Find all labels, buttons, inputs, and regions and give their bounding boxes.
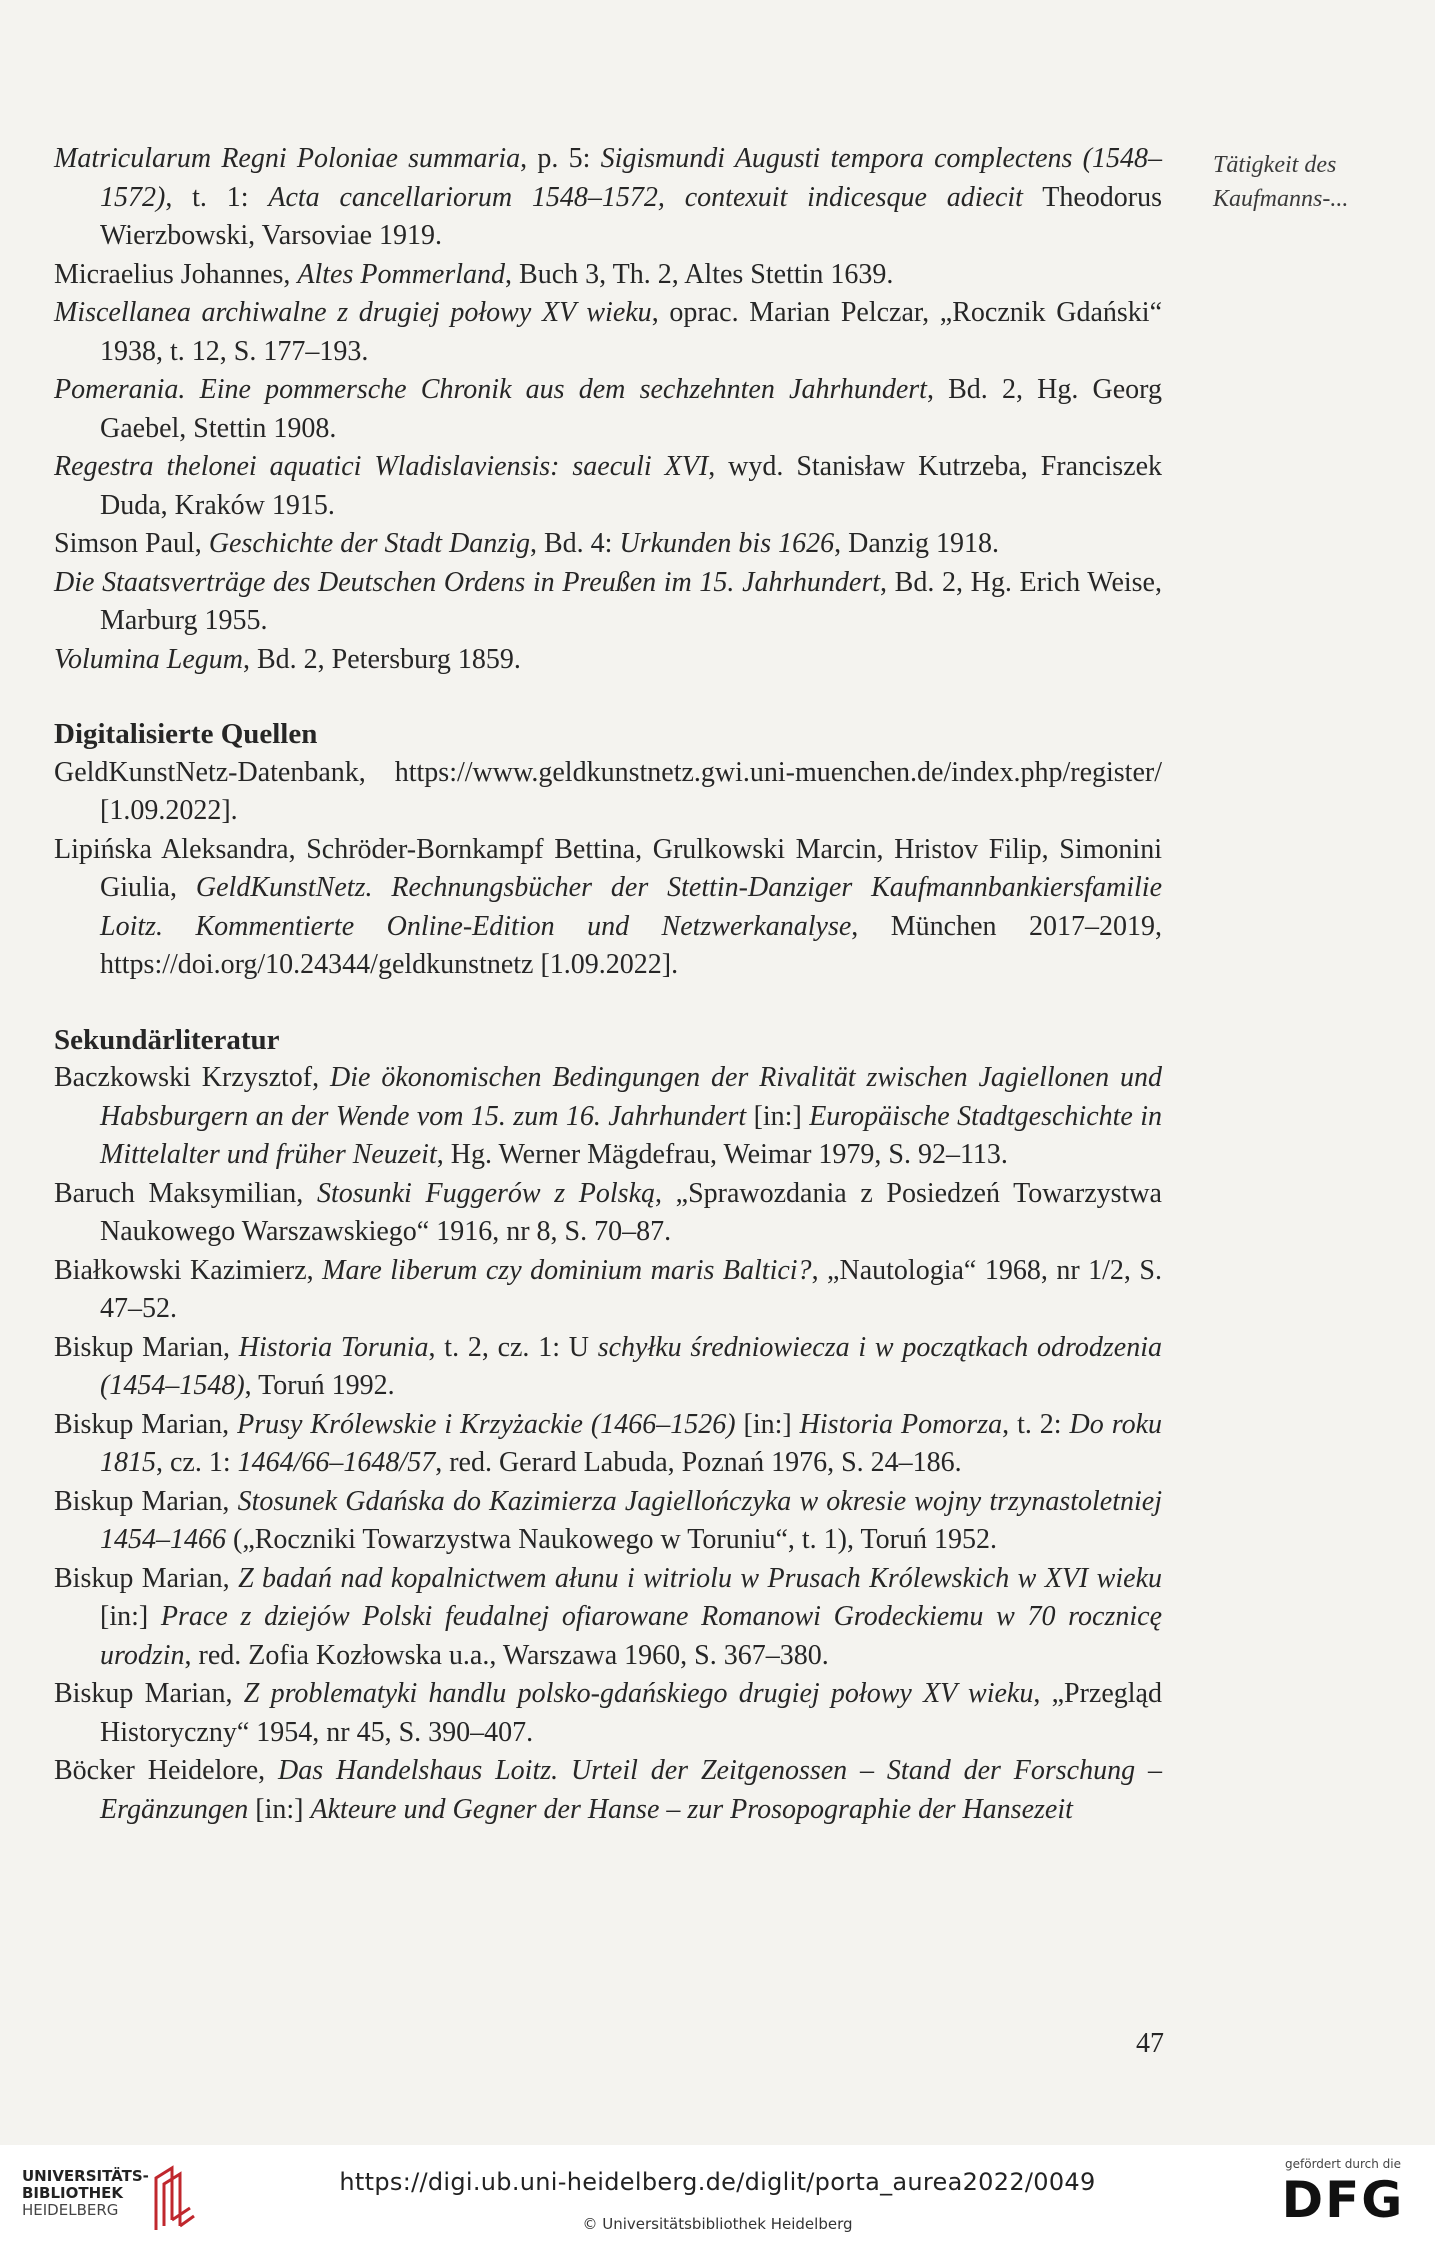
- entry-title-segment: Urkunden bis 1626: [619, 528, 835, 559]
- entry-text-segment: , cz. 1:: [156, 1447, 238, 1478]
- entry-title-segment: Do roku 1815: [100, 1408, 1163, 1478]
- entry-title-segment: 1464/66–1648/57: [237, 1447, 436, 1478]
- entry-text-segment: , wyd. Stanisław Kutrzeba, Franciszek Duda, Kraków 1915.: [100, 451, 1162, 521]
- primary-sources-list: [54, 140, 1162, 679]
- entry-title-segment: Das Handelshaus Loitz. Urteil der Zeitgenossen – Stand der Forschung – Ergänzungen: [100, 1755, 1162, 1825]
- bibliography-entry: [54, 1752, 1162, 1829]
- entry-text-segment: Biskup Marian,: [54, 1485, 238, 1517]
- entry-text-segment: , Danzig 1918.: [834, 528, 999, 559]
- entry-text-segment: [in:]: [248, 1793, 311, 1825]
- viewer-footer: [0, 2145, 1435, 2251]
- entry-text-segment: , t. 2, cz. 1: U: [428, 1331, 598, 1363]
- bibliography-entry: [54, 754, 1162, 831]
- entry-title-segment: Prace z dziejów Polski feudalnej ofiarowane Romanowi Grodeckiemu w 70 rocznicę urodzin: [100, 1601, 1162, 1671]
- entry-title-segment: Regestra thelonei aquatici Wladislaviensis: saeculi XVI: [54, 451, 709, 482]
- entry-text-segment: , Hg. Werner Mägdefrau, Weimar 1979, S. 92–113.: [436, 1139, 1008, 1170]
- bibliography-entry: [54, 294, 1162, 371]
- bibliography-entry: [54, 1560, 1162, 1676]
- entry-title-segment: Historia Torunia: [238, 1331, 429, 1363]
- entry-title-segment: Stosunki Fuggerów z Polską: [316, 1177, 655, 1209]
- bibliography-entry: [54, 1252, 1162, 1329]
- entry-title-segment: Altes Pommerland: [297, 258, 506, 290]
- entry-text-segment: Biskup Marian,: [54, 1562, 239, 1594]
- entry-text-segment: , Toruń 1992.: [244, 1370, 395, 1401]
- dfg-logo[interactable]: DFG: [1281, 2171, 1405, 2229]
- library-name-line: BIBLIOTHEK: [22, 2184, 123, 2202]
- entry-text-segment: Lipińska Aleksandra, Schröder-Bornkampf Bettina, Grulkowski Marcin, Hristov Filip, Simonini Giulia,: [54, 833, 1162, 903]
- entry-text-segment: Böcker Heidelore,: [54, 1755, 278, 1786]
- copyright-notice: © Universitätsbibliothek Heidelberg: [582, 2215, 853, 2233]
- entry-text-segment: Baczkowski Krzysztof,: [54, 1062, 331, 1093]
- entry-text-segment: [in:]: [100, 1601, 161, 1632]
- entry-text-segment: , „Przegląd Historyczny“ 1954, nr 45, S. 390–407.: [100, 1678, 1162, 1748]
- entry-text-segment: Micraelius Johannes,: [54, 258, 298, 290]
- bibliography-entry: [54, 371, 1162, 448]
- entry-text-segment: („Roczniki Towarzystwa Naukowego w Toruniu“, t. 1), Toruń 1952.: [226, 1524, 997, 1555]
- library-name-line: UNIVERSITÄTS-: [22, 2167, 149, 2185]
- bibliography-entry: [54, 641, 1162, 680]
- library-logo-icon: [150, 2160, 200, 2234]
- entry-text-segment: , Bd. 2, Hg. Erich Weise, Marburg 1955.: [100, 566, 1162, 636]
- secondary-literature-list: [54, 1059, 1162, 1829]
- entry-text-segment: Biskup Marian,: [54, 1331, 239, 1363]
- bibliography-entry: [54, 564, 1162, 641]
- entry-text-segment: Baruch Maksymilian,: [54, 1177, 317, 1209]
- bibliography-entry: [54, 256, 1162, 295]
- bibliography-entry: [54, 1406, 1162, 1483]
- entry-title-segment: Die Staatsverträge des Deutschen Ordens in Preußen im 15. Jahrhundert: [54, 566, 880, 598]
- entry-text-segment: Biskup Marian,: [54, 1408, 238, 1440]
- library-name-line: HEIDELBERG: [22, 2201, 119, 2219]
- bibliography-entry: [54, 140, 1162, 256]
- entry-text-segment: [in:]: [735, 1408, 800, 1440]
- entry-text-segment: [in:]: [746, 1100, 810, 1132]
- entry-text-segment: , „Sprawozdania z Posiedzeń Towarzystwa Naukowego Warszawskiego“ 1916, nr 8, S. 70–87.: [100, 1177, 1162, 1247]
- entry-title-segment: Akteure und Gegner der Hanse – zur Prosopographie der Hansezeit: [310, 1793, 1073, 1825]
- entry-title-segment: Pomerania. Eine pommersche Chronik aus dem sechzehnten Jahrhundert: [54, 374, 927, 405]
- bibliography-entry: [54, 1329, 1162, 1406]
- entry-title-segment: Miscellanea archiwalne z drugiej połowy XV wieku: [54, 297, 652, 328]
- entry-title-segment: Volumina Legum: [54, 643, 243, 675]
- entry-text-segment: Białkowski Kazimierz,: [54, 1254, 323, 1286]
- entry-title-segment: Matricularum Regni Poloniae summaria: [54, 143, 521, 174]
- bibliography-entry: [54, 1675, 1162, 1752]
- entry-title-segment: GeldKunstNetz. Rechnungsbücher der Stettin-Danziger Kaufmannbankiersfamilie Loitz. Kommentierte Online-Edition und Netzwerkanalyse: [100, 872, 1162, 942]
- running-head: Tätigkeit des Kaufmanns-...: [1213, 152, 1349, 212]
- entry-text-segment: , t. 1:: [165, 181, 269, 213]
- digital-sources-heading: Digitalisierte Quellen: [54, 718, 318, 750]
- entry-text-segment: , oprac. Marian Pelczar, „Rocznik Gdański“ 1938, t. 12, S. 177–193.: [100, 297, 1162, 367]
- secondary-literature-heading: Sekundärliteratur: [54, 1023, 280, 1056]
- entry-text-segment: Theodorus Wierzbowski, Varsoviae 1919.: [100, 181, 1163, 251]
- entry-title-segment: Sigismundi Augusti tempora complectens (1548–1572): [100, 143, 1162, 213]
- entry-text-segment: , Bd. 4:: [529, 528, 620, 559]
- entry-text-segment: , Bd. 2, Petersburg 1859.: [243, 643, 521, 675]
- entry-title-segment: Historia Pomorza: [799, 1408, 1003, 1440]
- entry-title-segment: Europäische Stadtgeschichte in Mittelalter und früher Neuzeit: [100, 1100, 1163, 1170]
- bibliography-entry: [54, 448, 1162, 525]
- entry-text-segment: , p. 5:: [520, 143, 601, 174]
- entry-text-segment: Simson Paul,: [54, 528, 209, 559]
- entry-title-segment: schyłku średniowiecza i w początkach odrodzenia (1454–1548): [100, 1331, 1163, 1401]
- page-number: 47: [1136, 2028, 1164, 2059]
- library-logo-text[interactable]: [22, 2168, 149, 2219]
- entry-text-segment: , „Nautologia“ 1968, nr 1/2, S. 47–52.: [100, 1254, 1163, 1324]
- bibliography-entry: [54, 1059, 1162, 1175]
- digital-sources-list: [54, 754, 1162, 985]
- entry-text-segment: , t. 2:: [1002, 1408, 1070, 1440]
- entry-title-segment: Die ökonomischen Bedingungen der Rivalität zwischen Jagiellonen und Habsburgern an der Wende vom 15. zum 16. Jahrhundert: [100, 1062, 1162, 1132]
- entry-text-segment: , red. Gerard Labuda, Poznań 1976, S. 24–186.: [435, 1447, 962, 1478]
- entry-text-segment: , red. Zofia Kozłowska u.a., Warszawa 1960, S. 367–380.: [184, 1639, 829, 1671]
- entry-title-segment: Z problematyki handlu polsko-gdańskiego drugiej połowy XV wieku: [243, 1678, 1034, 1709]
- entry-title-segment: Mare liberum czy dominium maris Baltici?: [322, 1254, 812, 1286]
- entry-title-segment: Stosunek Gdańska do Kazimierza Jagiellończyka w okresie wojny trzynastoletniej 1454–1466: [100, 1485, 1162, 1555]
- entry-title-segment: Prusy Królewskie i Krzyżackie (1466–1526): [237, 1408, 736, 1440]
- entry-title-segment: Z badań nad kopalnictwem ałunu i witriolu w Prusach Królewskich w XVI wieku: [238, 1562, 1162, 1594]
- funding-caption: gefördert durch die: [1285, 2157, 1401, 2171]
- bibliography-content: [54, 140, 1162, 1829]
- entry-text-segment: , Buch 3, Th. 2, Altes Stettin 1639.: [505, 258, 894, 290]
- entry-title-segment: Geschichte der Stadt Danzig: [208, 528, 530, 559]
- bibliography-entry: [54, 1483, 1162, 1560]
- entry-text-segment: Biskup Marian,: [54, 1678, 244, 1709]
- entry-text-segment: GeldKunstNetz-Datenbank, https://www.geldkunstnetz.gwi.uni-muenchen.de/index.php/register/ [1.09.2022].: [54, 756, 1162, 826]
- bibliography-entry: [54, 525, 1162, 564]
- entry-title-segment: Acta cancellariorum 1548–1572, contexuit indicesque adiecit: [268, 181, 1023, 213]
- document-url-link[interactable]: https://digi.ub.uni-heidelberg.de/diglit/porta_aurea2022/0049: [339, 2168, 1096, 2196]
- bibliography-entry: [54, 831, 1162, 985]
- entry-text-segment: , München 2017–2019, https://doi.org/10.24344/geldkunstnetz [1.09.2022].: [100, 910, 1162, 980]
- entry-text-segment: , Bd. 2, Hg. Georg Gaebel, Stettin 1908.: [100, 374, 1162, 444]
- bibliography-entry: [54, 1175, 1162, 1252]
